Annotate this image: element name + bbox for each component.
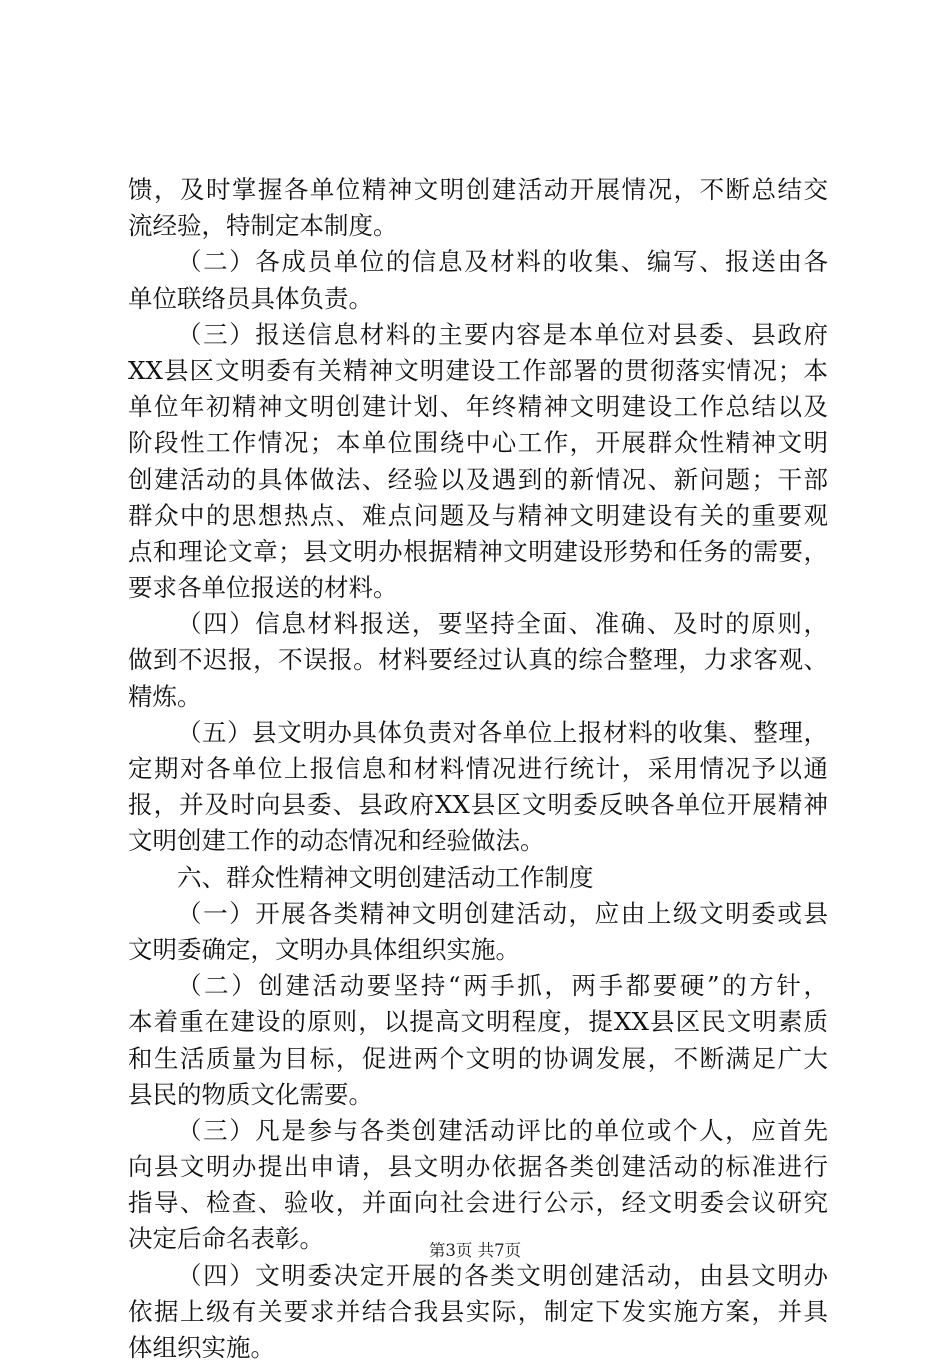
text-line: 文明创建工作的动态情况和经验做法。 [128,826,545,856]
text-line: 报，并及时向县委、县政府XX县区文明委反映各单位开展精神 [128,790,828,820]
text-line: 定期对各单位上报信息和材料情况进行统计，采用情况予以通 [128,754,828,783]
text-line: （五）县文明办具体负责对各单位上报材料的收集、整理， [177,717,828,747]
text-line: 创建活动的具体做法、经验以及遇到的新情况、新问题；干部 [128,464,828,494]
text-line: 要求各单位报送的材料。 [128,573,398,603]
text-line: 本着重在建设的原则，以提高文明程度，提XX县区民文明素质 [128,1007,828,1037]
text-line: 单位联络员具体负责。 [128,283,373,313]
text-line: （二）各成员单位的信息及材料的收集、编写、报送由各 [177,247,828,277]
text-line: 点和理论文章；县文明办根据精神文明建设形势和任务的需要， [128,536,828,566]
text-line: 精炼。 [128,681,202,711]
text-line: 单位年初精神文明创建计划、年终精神文明建设工作总结以及 [128,392,828,422]
text-line: 群众中的思想热点、难点问题及与精神文明建设有关的重要观 [128,500,828,530]
text-line: 文明委确定，文明办具体组织实施。 [128,934,520,964]
text-line: 指导、检查、验收，并面向社会进行公示，经文明委会议研究 [128,1188,828,1218]
text-line: 决定后命名表彰。 [128,1224,324,1254]
text-line: 馈，及时掌握各单位精神文明创建活动开展情况，不断总结交 [128,175,828,204]
document-body [128,172,828,1366]
page-footer: 第3页 共7页 [428,1241,522,1260]
text-line: 依据上级有关要求并结合我县实际，制定下发实施方案，并具 [128,1296,828,1326]
text-line: XX县区文明委有关精神文明建设工作部署的贯彻落实情况；本 [128,355,828,385]
text-line: 县民的物质文化需要。 [128,1079,373,1109]
text-line: 做到不迟报，不误报。材料要经过认真的综合整理，力求客观、 [128,645,828,675]
text-line: 六、群众性精神文明创建活动工作制度 [177,862,594,892]
text-line: 流经验，特制定本制度。 [128,211,398,241]
text-line: （四）信息材料报送，要坚持全面、准确、及时的原则， [177,609,828,639]
text-line: （四）文明委决定开展的各类文明创建活动，由县文明办 [177,1260,828,1290]
text-line: （二）创建活动要坚持“两手抓，两手都要硬”的方针， [177,971,828,1001]
text-line: （一）开展各类精神文明创建活动，应由上级文明委或县 [177,898,828,928]
text-line: （三）报送信息材料的主要内容是本单位对县委、县政府 [177,319,828,349]
text-line: 体组织实施。 [128,1333,275,1362]
text-line: 阶段性工作情况；本单位围绕中心工作，开展群众性精神文明 [128,428,828,458]
text-line: 向县文明办提出申请，县文明办依据各类创建活动的标准进行 [128,1152,828,1182]
text-line: （三）凡是参与各类创建活动评比的单位或个人，应首先 [177,1115,828,1145]
text-line: 和生活质量为目标，促进两个文明的协调发展，不断满足广大 [128,1043,828,1073]
